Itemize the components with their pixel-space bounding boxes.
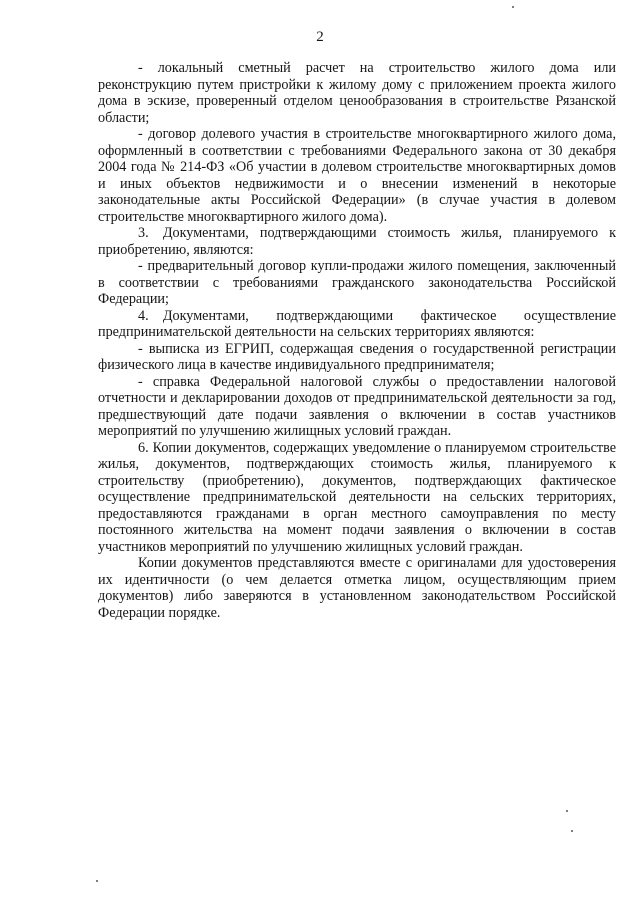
page-number: 2	[316, 29, 324, 45]
paragraph-preliminary-contract: - предварительный договор купли-продажи жилого помещения, заключенный в соответствии с требованиями гражданского законодательства Российской Федерации;	[98, 258, 616, 307]
paragraph-egrip-extract: - выписка из ЕГРИП, содержащая сведения о государственной регистрации физического лица в качестве индивидуального предпринимателя;	[98, 340, 616, 373]
paragraph-tax-certificate: - справка Федеральной налоговой службы о предоставлении налоговой отчетности и декларировании доходов от предпринимательской деятельности за год, предшествующий дате подачи заявления о включении в состав участников мероприятий по улучшению жилищных условий граждан.	[98, 373, 616, 439]
scan-speck	[566, 810, 568, 812]
paragraph-copies-of-documents: Копии документов представляются вместе с оригиналами для удостоверения их идентичности (о чем делается отметка лицом, осуществляющим прием документов) либо заверяются в установленном законодательством Российской Федерации порядке.	[98, 555, 616, 621]
paragraph-item-6: 6. Копии документов, содержащих уведомление о планируемом строительстве жилья, документов, подтверждающих стоимость жилья, планируемого к строительству (приобретению), документов, подтверждающих фактическое осуществление предпринимательской деятельности на сельских территориях, предоставляются гражданами в орган местного самоуправления по месту постоянного жительства на момент подачи заявления о включении в состав участников мероприятий по улучшению жилищных условий граждан.	[98, 439, 616, 555]
document-body	[98, 60, 616, 621]
scan-speck	[571, 830, 573, 832]
paragraph-item-3: 3. Документами, подтверждающими стоимость жилья, планируемого к приобретению, являются:	[98, 225, 616, 258]
paragraph-item-4: 4. Документами, подтверждающими фактическое осуществление предпринимательской деятельности на сельских территориях являются:	[98, 307, 616, 340]
scan-speck	[512, 6, 514, 8]
paragraph-local-estimate: - локальный сметный расчет на строительство жилого дома или реконструкцию путем пристройки к жилому дому с приложением проекта жилого дома в эскизе, проверенный отделом ценообразования в строительстве Рязанской области;	[98, 60, 616, 126]
paragraph-shared-construction-contract: - договор долевого участия в строительстве многоквартирного жилого дома, оформленный в соответствии с требованиями Федерального закона от 30 декабря 2004 года № 214-ФЗ «Об участии в долевом строительстве многоквартирных домов и иных объектов недвижимости и о внесении изменений в некоторые законодательные акты Российской Федерации» (в случае участия в долевом строительстве многоквартирного жилого дома).	[98, 126, 616, 225]
scan-speck	[96, 880, 98, 882]
